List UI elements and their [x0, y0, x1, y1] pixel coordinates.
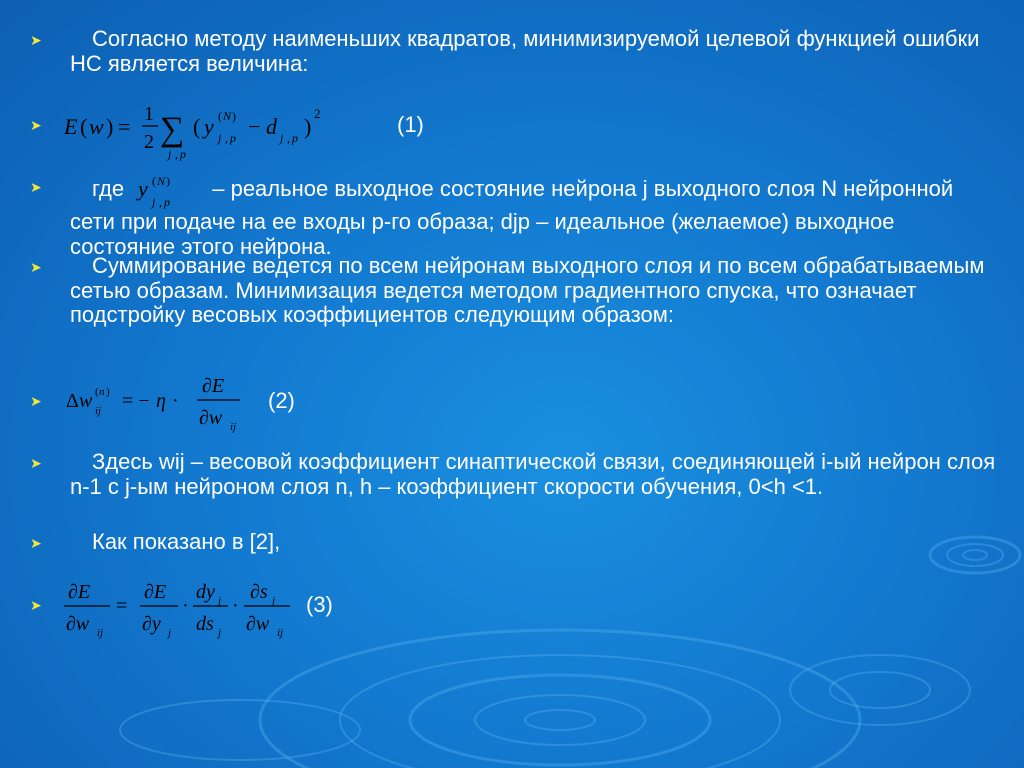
- equation-number-1: (1): [397, 112, 424, 137]
- arrow-bullet-icon: ➤: [30, 117, 42, 133]
- svg-text:(: (: [193, 114, 201, 139]
- svg-text:j: j: [218, 131, 222, 145]
- svg-text:(: (: [152, 174, 157, 188]
- svg-text:n: n: [99, 386, 105, 398]
- bullet-text-1: Согласно методу наименьших квадратов, минимизируемой целевой функцией ошибки НС является величина:: [70, 26, 980, 76]
- arrow-bullet-icon: ➤: [30, 32, 42, 48]
- svg-text:−: −: [248, 114, 261, 139]
- arrow-bullet-icon: ➤: [30, 597, 42, 613]
- svg-text:p: p: [164, 195, 171, 209]
- svg-text:d: d: [266, 114, 277, 139]
- svg-text:∂E: ∂E: [68, 581, 91, 603]
- svg-text:∂w: ∂w: [199, 407, 223, 429]
- svg-text:): ): [106, 386, 110, 398]
- svg-text:η: η: [156, 390, 166, 412]
- where-label: где: [92, 176, 125, 201]
- arrow-bullet-icon: ➤: [30, 259, 42, 275]
- arrow-bullet-icon: ➤: [30, 535, 42, 551]
- svg-text:=: =: [118, 114, 131, 139]
- svg-text:=: =: [116, 595, 128, 617]
- svg-text:·: ·: [232, 595, 239, 617]
- svg-text:N: N: [223, 109, 232, 123]
- svg-text:p: p: [180, 147, 186, 161]
- arrow-bullet-icon: ➤: [30, 179, 42, 195]
- svg-text:(: (: [95, 386, 99, 398]
- svg-text:j: j: [168, 627, 172, 639]
- svg-text:ij: ij: [95, 405, 102, 417]
- svg-text:j: j: [218, 595, 222, 607]
- svg-text:): ): [106, 114, 114, 139]
- svg-text:2: 2: [144, 131, 154, 153]
- svg-text:j: j: [152, 195, 156, 209]
- svg-text:): ): [304, 114, 312, 139]
- svg-text:,: ,: [159, 195, 163, 209]
- svg-text:= −: = −: [122, 390, 150, 412]
- svg-text:∂w: ∂w: [66, 613, 90, 635]
- equation-number-3: (3): [306, 592, 333, 617]
- formula-y-symbol: [136, 174, 198, 210]
- svg-text:p: p: [292, 131, 298, 145]
- svg-text:w: w: [79, 390, 93, 412]
- svg-text:y: y: [204, 114, 214, 139]
- svg-text:ij: ij: [277, 627, 284, 639]
- svg-text:y: y: [138, 176, 148, 201]
- svg-text:(: (: [218, 109, 222, 123]
- svg-text:∂E: ∂E: [144, 581, 167, 603]
- svg-text:∂s: ∂s: [250, 581, 268, 603]
- bullet-text-6: Здесь wij – весовой коэффициент синаптической связи, соединяющей i-ый нейрон слоя n-1 с j-ым нейроном слоя n, h – коэффициент скорости обучения, 0<h <1.: [70, 449, 996, 499]
- svg-text:∂w: ∂w: [246, 613, 270, 635]
- svg-text:∑: ∑: [160, 111, 185, 148]
- svg-text:j: j: [272, 595, 276, 607]
- svg-text:ij: ij: [97, 627, 104, 639]
- svg-text:dy: dy: [196, 581, 215, 603]
- svg-text:,: ,: [287, 131, 290, 145]
- svg-text:N: N: [157, 174, 166, 188]
- svg-text:,: ,: [175, 147, 178, 161]
- svg-text:ij: ij: [230, 421, 237, 433]
- arrow-bullet-icon: ➤: [30, 455, 42, 471]
- formula-3: [60, 572, 300, 648]
- formula-1: [60, 100, 380, 164]
- bullet-text-4: Суммирование ведется по всем нейронам выходного слоя и по всем обрабатываемым сетью образам. Минимизация ведется методом градиентного спуска, что означает подстройку весовых коэффициентов следующим образом:: [70, 253, 985, 327]
- svg-text:1: 1: [144, 103, 154, 125]
- svg-text:(: (: [80, 114, 88, 139]
- svg-text:w: w: [89, 114, 104, 139]
- equation-number-2: (2): [268, 388, 295, 413]
- svg-text:p: p: [230, 131, 236, 145]
- svg-text:j: j: [168, 147, 172, 161]
- formula-2: [62, 368, 262, 440]
- svg-text:2: 2: [314, 106, 321, 121]
- svg-text:·: ·: [172, 390, 179, 412]
- svg-text:∂E: ∂E: [202, 375, 225, 397]
- svg-text:∂y: ∂y: [142, 613, 161, 635]
- bullet-text-3: – реальное выходное состояние нейрона j выходного слоя N нейронной сети при подаче на ее входы p-го образа; djp – идеальное (желаемое) выходное состояние этого нейрона.: [70, 176, 954, 259]
- svg-text:,: ,: [225, 131, 228, 145]
- bullet-text-7: Как показано в [2],: [92, 529, 281, 554]
- arrow-bullet-icon: ➤: [30, 393, 42, 409]
- svg-text:E: E: [64, 114, 78, 139]
- svg-text:): ): [232, 109, 236, 123]
- svg-text:ds: ds: [196, 613, 214, 635]
- svg-text:Δ: Δ: [66, 390, 79, 412]
- svg-text:): ): [166, 174, 171, 188]
- svg-text:j: j: [280, 131, 284, 145]
- svg-text:·: ·: [182, 595, 189, 617]
- svg-text:j: j: [218, 627, 222, 639]
